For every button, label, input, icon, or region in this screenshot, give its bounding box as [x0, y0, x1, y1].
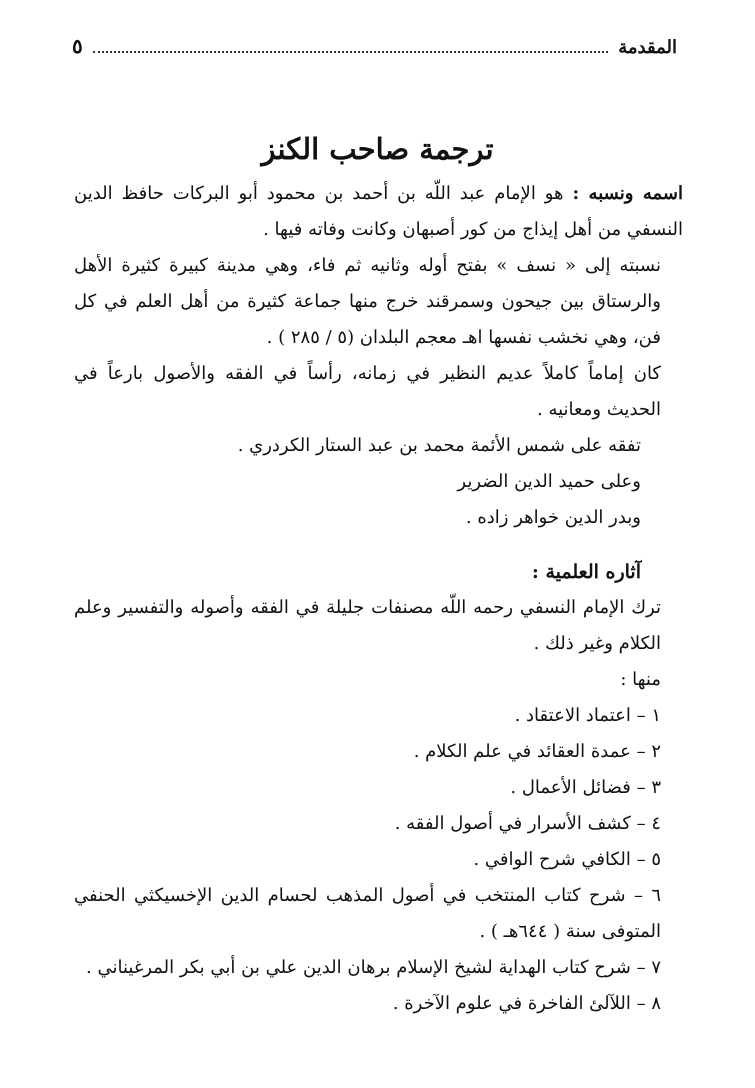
nisba-paragraph: نسبته إلى « نسف » بفتح أوله وثانيه ثم فاء، وهي مدينة كبيرة كثيرة الأهل والرستاق بين جيحون وسمرقند خرج منها جماعة كثيرة من أهل العلم في كل فن، وهي نخشب نفسها اهـ معجم البلدان (٥ / ٢٨٥ ) . — [74, 255, 661, 348]
chapter-title: ترجمة صاحب الكنز — [261, 132, 494, 166]
works-intro: ترك الإمام النسفي رحمه اللّه مصنفات جليلة في الفقه وأصوله والتفسير وعلم الكلام وغير ذلك . — [74, 597, 661, 654]
works-list-item: ٢ – عمدة العقائد في علم الكلام . — [413, 741, 661, 762]
works-heading: آثاره العلمية : — [531, 561, 641, 583]
name-text: هو الإمام عبد اللّه بن أحمد بن محمود أبو البركات حافظ الدين النسفي من أهل إيذاج من كور أصبهان وكانت وفاته فيها . — [74, 183, 683, 240]
works-lead: منها : — [620, 669, 661, 690]
running-header — [72, 34, 677, 58]
section-title: المقدمة — [618, 37, 677, 58]
name-paragraph — [74, 176, 683, 248]
teacher-line: وعلى حميد الدين الضرير — [457, 471, 641, 492]
section-gap — [74, 536, 683, 554]
page-number: ٥ — [72, 34, 83, 58]
works-list-item: ٦ – شرح كتاب المنتخب في أصول المذهب لحسام الدين الإخسيكثي الحنفي المتوفى سنة ( ٦٤٤هـ ) . — [74, 885, 661, 942]
works-list-item: ٥ – الكافي شرح الوافي . — [473, 849, 661, 870]
name-label: اسمه ونسبه : — [572, 183, 683, 204]
imam-paragraph: كان إماماً كاملاً عديم النظير في زمانه، رأساً في الفقه والأصول بارعاً في الحديث ومعانيه . — [74, 363, 661, 420]
teacher-line: وبدر الدين خواهر زاده . — [465, 507, 641, 528]
teacher-line: تفقه على شمس الأئمة محمد بن عبد الستار الكردري . — [237, 435, 641, 456]
page-body — [74, 176, 683, 1022]
works-list-item: ٤ – كشف الأسرار في أصول الفقه . — [394, 813, 661, 834]
dotted-leader — [93, 51, 609, 53]
works-list-item: ٣ – فضائل الأعمال . — [510, 777, 661, 798]
works-list-item: ٨ – اللآلئ الفاخرة في علوم الآخرة . — [392, 993, 661, 1014]
works-list-item: ٧ – شرح كتاب الهداية لشيخ الإسلام برهان الدين علي بن أبي بكر المرغيناني . — [86, 957, 661, 978]
works-list-item: ١ – اعتماد الاعتقاد . — [514, 705, 661, 726]
